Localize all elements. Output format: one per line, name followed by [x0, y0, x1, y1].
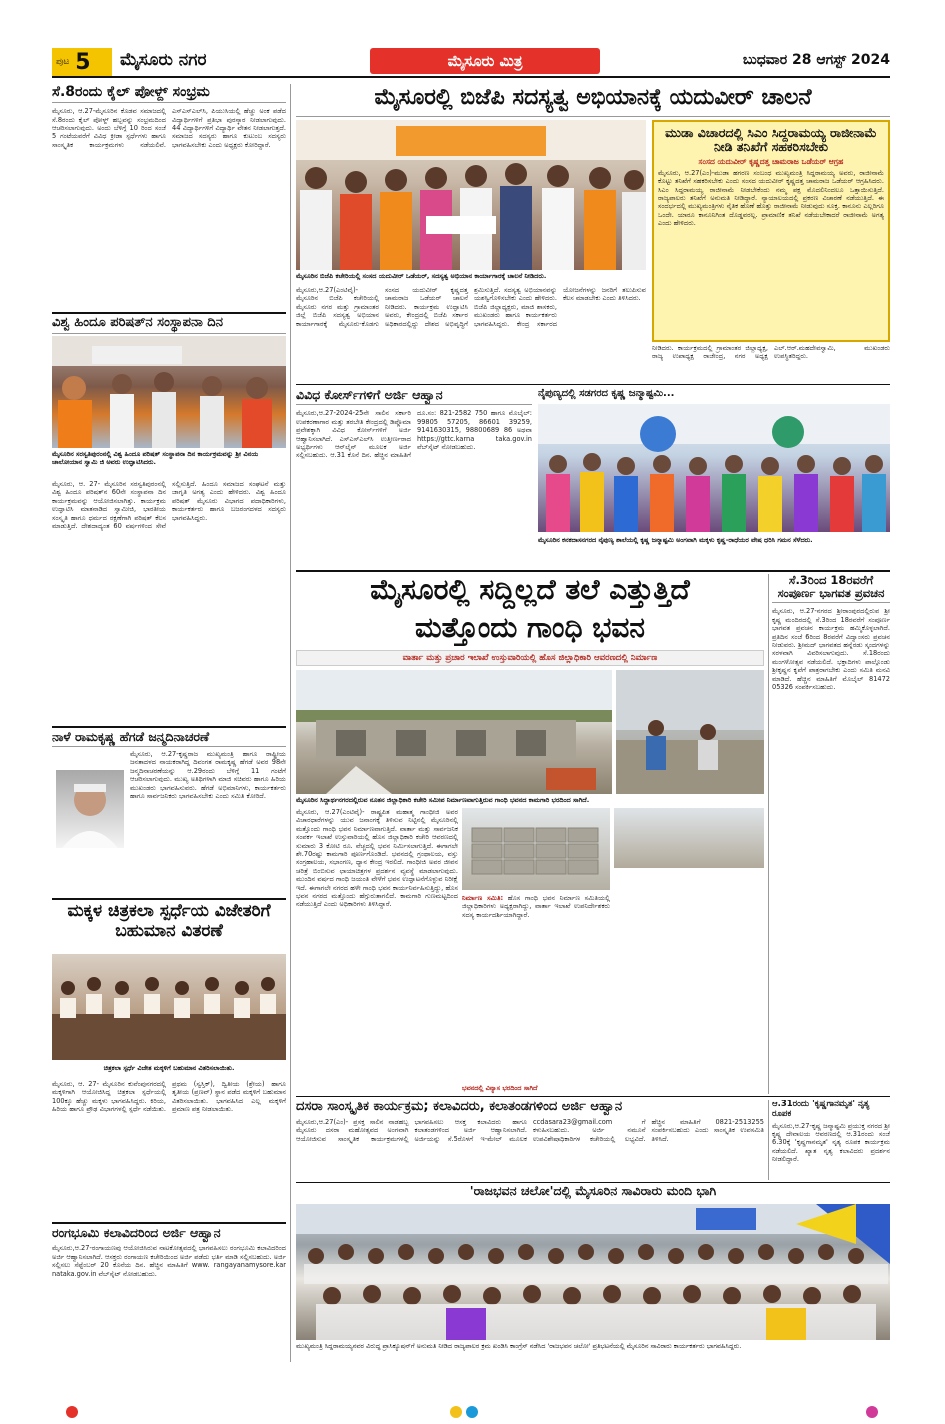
column-rule: [290, 84, 291, 1362]
headline: ಸೆ.8ರಂದು ಕೈಲ್ ಪೋಳ್ದ್ ಸಂಭ್ರಮ: [52, 84, 286, 103]
gandhi-caption2: ಭವನದಲ್ಲಿ ವಿನ್ಯಾಸ ಭರದಿಂದ ಸಾಗಿದೆ: [462, 1084, 538, 1092]
muda-headline: ಮುಡಾ ವಿಚಾರದಲ್ಲಿ ಸಿಎಂ ಸಿದ್ದರಾಮಯ್ಯ ರಾಜೀನಾಮೆ ನೀಡಿ ತನಿಖೆಗೆ ಸಹಕರಿಸಬೇಕು: [665, 125, 877, 155]
story-hegde: [52, 726, 286, 894]
headline: ಆ.31ರಂದು 'ಕೃಷ್ಣಗಾನಮೃತ' ನೃತ್ಯ ರೂಪಕ: [772, 1100, 870, 1119]
children-costumes: [538, 404, 890, 532]
photo-caption: ಮೈಸೂರಿನ ಸರಸ್ವತಿಪುರಂನಲ್ಲಿ ವಿಶ್ವ ಹಿಂದೂ ಪರಿಷತ್ ಸಂಸ್ಥಾಪನಾ ದಿನ ಕಾರ್ಯಕ್ರಮವನ್ನು ಶ್ರೀ ವಿನಯ ಚಾಲೋಯಾನ ಸ್ವಾಮಿ ಜಿ ಅವರು ಉದ್ಘಾಟಿಸಿದರು.: [52, 450, 259, 466]
section-rule: [296, 1182, 890, 1183]
photo-caption: ಮೈಸೂರಿನ ಕನಕದಾಸನಗರದ ನೈಪುಣ್ಯ ಶಾಲೆಯಲ್ಲಿ ಕೃಷ್ಣ ಜನ್ಮಾಷ್ಟಮಿ ಅಂಗವಾಗಿ ಮಕ್ಕಳು ಕೃಷ್ಣ-ರಾಧೆಯರ ವೇಷ ಧರಿಸಿ ಗಮನ ಸೆಳೆದರು.: [538, 536, 813, 544]
bjp-event-photo: [296, 120, 646, 270]
block-wall-photo: [462, 808, 610, 890]
gandhi-headline-1: ಮೈಸೂರಲ್ಲಿ ಸದ್ದಿಲ್ಲದೆ ತಲೆ ಎತ್ತುತ್ತಿದೆ: [370, 574, 690, 606]
story-courses: [296, 388, 532, 568]
section-rule: [296, 384, 890, 385]
gandhi-body-col1: [296, 808, 458, 1092]
gandhi-note: [462, 894, 610, 1082]
drawing-contest-photo: [52, 954, 286, 1060]
krishna-photo: [538, 404, 890, 532]
column-rule: [768, 574, 769, 1094]
article-body: ಮೈಸೂರು,ಆ.27-ಕೃಷ್ಣ ಜನ್ಮಾಷ್ಟಮಿ ಪ್ರಯುಕ್ತ ನಗರದ ಶ್ರೀ ಕೃಷ್ಣ ದೇವಾಲಯ ಆವರಣದಲ್ಲಿ ಆ.31ರಂದು ಸಂಜೆ 6.30ಕ್ಕೆ 'ಕೃಷ್ಣಗಾನಮೃತ' ನೃತ್ಯ ರೂಪಕ ಕಾರ್ಯಕ್ರಮ ನಡೆಯಲಿದೆ. ಖ್ಯಾತ ನೃತ್ಯ ಕಲಾವಿದರು ಪ್ರದರ್ಶನ ನೀಡಲಿದ್ದಾರೆ.: [772, 1121, 890, 1164]
rajbhavan-photo: [296, 1204, 890, 1340]
lead-rule: [296, 116, 890, 117]
story-bhagavata: [772, 574, 890, 1094]
hegde-portrait: [56, 770, 124, 848]
block-wall: [462, 808, 610, 890]
headline: ರಂಗಭೂಮಿ ಕಲಾವಿದರಿಂದ ಅರ್ಜಿ ಆಹ್ವಾನ: [52, 1222, 286, 1240]
photo-caption: ಚಿತ್ರಕಲಾ ಸ್ಪರ್ಧೆ ವಿಜೇತ ಮಕ್ಕಳಿಗೆ ಬಹುಮಾನ ವಿತರಿಸಲಾಯಿತು.: [103, 1064, 235, 1072]
gandhi-headline-2: ಮತ್ತೊಂದು ಗಾಂಧಿ ಭವನ: [415, 612, 645, 644]
muda-subhead: ಸಂಸದ ಯದುವೀರ್ ಕೃಷ್ಣದತ್ತ ಚಾಮರಾಜ ಒಡೆಯರ್ ಆಗ್ರಹ: [698, 156, 844, 166]
drawing-article-body: ಮೈಸೂರು, ಆ. 27- ಮೈಸೂರಿನ ಕುವೆಂಪುನಗರದಲ್ಲಿ ಮಕ್ಕಳಿಗಾಗಿ ಆಯೋಜಿಸಿದ್ದ ಚಿತ್ರಕಲಾ ಸ್ಪರ್ಧೆಯಲ್ಲಿ 100ಕ್ಕೂ ಹೆಚ್ಚು ಮಕ್ಕಳು ಭಾಗವಹಿಸಿದ್ದರು. ಕಿರಿಯ, ಹಿರಿಯ ಹಾಗೂ ಪ್ರೌಢ ವಿಭಾಗಗಳಲ್ಲಿ ಸ್ಪರ್ಧೆ ನಡೆಯಿತು. ಪ್ರಥಮ (ಸ್ವಸ್ತಿಕ್), ದ್ವಿತೀಯ (ಶ್ರೇಯ) ಹಾಗೂ ತೃತೀಯ (ಪ್ರಣವ್) ಸ್ಥಾನ ಪಡೆದ ಮಕ್ಕಳಿಗೆ ಬಹುಮಾನ ವಿತರಿಸಲಾಯಿತು. ಭಾಗವಹಿಸಿದ ಎಲ್ಲ ಮಕ್ಕಳಿಗೆ ಪ್ರಮಾಣ ಪತ್ರ ನೀಡಲಾಯಿತು.: [52, 1080, 286, 1114]
workers-photo: [616, 670, 764, 794]
article-body: ಮೈಸೂರು, ಆ.27-ಮೈಸೂರಿನ ಕೊಡವ ಸಮಾಜದಲ್ಲಿ ಸೆ.8ರಂದು ಕೈಲ್ ಪೋಳ್ದ್ ಹಬ್ಬವನ್ನು ಸಂಭ್ರಮದಿಂದ ಆಚರಿಸಲಾಗುವುದು. ಅಂದು ಬೆಳಿಗ್ಗೆ 10 ರಿಂದ ಸಂಜೆ 5 ಗಂಟೆಯವರೆಗೆ ವಿವಿಧ ಕ್ರೀಡಾ ಸ್ಪರ್ಧೆಗಳು ಹಾಗೂ ಸಾಂಸ್ಕೃತಿಕ ಕಾರ್ಯಕ್ರಮಗಳು ನಡೆಯಲಿವೆ. ಎಸ್ಎಸ್ಎಲ್‌ಸಿ, ಪಿಯುಸಿಯಲ್ಲಿ ಹೆಚ್ಚು ಅಂಕ ಪಡೆದ ವಿದ್ಯಾರ್ಥಿಗಳಿಗೆ ಪ್ರತಿಭಾ ಪುರಸ್ಕಾರ ನೀಡಲಾಗುವುದು. 44 ವಿದ್ಯಾರ್ಥಿಗಳಿಗೆ ವಿದ್ಯಾರ್ಥಿ ವೇತನ ನೀಡಲಾಗುತ್ತದೆ. ಸಮಾಜದ ಸದಸ್ಯರು ಹಾಗೂ ಕುಟುಂಬ ಸದಸ್ಯರು ಭಾಗವಹಿಸಬೇಕು ಎಂದು ಅಧ್ಯಕ್ಷರು ಕೋರಿದ್ದಾರೆ.: [52, 107, 286, 149]
page-label: ಪುಟ: [56, 57, 70, 67]
story-dasara: [296, 1100, 764, 1180]
gandhi-side-photo: [614, 808, 764, 868]
section-rule: [296, 1096, 890, 1097]
rajbhavan-caption: ಮುಖ್ಯಮಂತ್ರಿ ಸಿದ್ದರಾಮಯ್ಯನವರ ವಿರುದ್ಧ ಪ್ರಾಸಿಕ್ಯೂಷನ್‌ಗೆ ಅನುಮತಿ ನೀಡಿದ ರಾಜ್ಯಪಾಲರ ಕ್ರಮ ಖಂಡಿಸಿ ಕಾಂಗ್ರೆಸ್ ನಡೆಸಿದ 'ರಾಜಭವನ ಚಲೋ' ಪ್ರತಿಭಟನೆಯಲ್ಲಿ ಮೈಸೂರಿನ ಸಾವಿರಾರು ಕಾರ್ಯಕರ್ತರು ಭಾಗವಹಿಸಿದ್ದರು.: [296, 1342, 742, 1350]
gandhi-photo-caption: ಮೈಸೂರಿನ ಸಿದ್ದಾರ್ಥನಗರದಲ್ಲಿರುವ ನೂತನ ಜಿಲ್ಲಾಧಿಕಾರಿ ಕಚೇರಿ ಸಮೀಪ ನಿರ್ಮಾಣವಾಗುತ್ತಿರುವ ಗಾಂಧಿ ಭವನದ ಕಾಮಗಾರಿ ಭರದಿಂದ ಸಾಗಿದೆ.: [296, 796, 590, 804]
gandhi-side-col: [614, 808, 764, 1092]
section-title: ಮೈಸೂರು ನಗರ: [120, 50, 207, 70]
story-krishna: [538, 388, 890, 568]
story-vhp: [52, 312, 286, 478]
gandhi-note-label: ನಿರ್ಮಾಣ ಸಮಿತಿ:: [462, 894, 504, 902]
newspaper-logo: ಮೈಸೂರು ಮಿತ್ರ: [370, 48, 600, 74]
article-body: ಮೈಸೂರು,ಆ.27-2024-25ನೇ ಸಾಲಿನ ಸರ್ಕಾರಿ ಉಪಕರಣಾಗಾರ ಮತ್ತು ತರಬೇತಿ ಕೇಂದ್ರದಲ್ಲಿ ಡಿಪ್ಲೊಮಾ ಪ್ರವೇಶಕ್ಕಾಗಿ ವಿವಿಧ ಕೋರ್ಸ್‌ಗಳಿಗೆ ಅರ್ಜಿ ಆಹ್ವಾನಿಸಲಾಗಿದೆ. ಎಸ್ಎಸ್ಎಲ್‌ಸಿ ಉತ್ತೀರ್ಣರಾದ ಅಭ್ಯರ್ಥಿಗಳು ಆನ್‌ಲೈನ್ ಮೂಲಕ ಅರ್ಜಿ ಸಲ್ಲಿಸಬಹುದು. ಆ.31 ಕೊನೆ ದಿನ. ಹೆಚ್ಚಿನ ಮಾಹಿತಿಗೆ ದೂ.ಸಂ: 821-2582 750 ಹಾಗೂ ಮೊಬೈಲ್: 99805 57205, 86601 39259, 9141630315, 98800689 86 ಅಥವಾ https://gttc.karna taka.gov.in ವೆಬ್‌ಸೈಟ್ ನೋಡಬಹುದು.: [296, 409, 532, 460]
construction-site: [296, 670, 612, 794]
registration-mark-cyan: [466, 1406, 478, 1418]
portrait-figure: [56, 770, 124, 848]
lead-article-body: ಮೈಸೂರು,ಆ.27(ಎಂಟಿವೈ)-ಮೈಸೂರಿನ ಬಿಜೆಪಿ ಕಚೇರಿಯಲ್ಲಿ ಮೈಸೂರು ನಗರ ಮತ್ತು ಗ್ರಾಮಾಂತರ ಜಿಲ್ಲೆ ಬಿಜೆಪಿ ಸದಸ್ಯತ್ವ ಅಭಿಯಾನ ಕಾರ್ಯಾಗಾರಕ್ಕೆ ಮೈಸೂರು-ಕೊಡಗು ಸಂಸದ ಯದುವೀರ್ ಕೃಷ್ಣದತ್ತ ಚಾಮರಾಜ ಒಡೆಯರ್ ಚಾಲನೆ ನೀಡಿದರು. ಕಾರ್ಯಕ್ರಮ ಉದ್ಘಾಟಿಸಿ ಅವರು, ಕೇಂದ್ರದಲ್ಲಿ ಬಿಜೆಪಿ ಸರ್ಕಾರ ಅಧಿಕಾರದಲ್ಲಿದ್ದು ದೇಶದ ಅಭಿವೃದ್ಧಿಗೆ ಶ್ರಮಿಸುತ್ತಿದೆ. ಸದಸ್ಯತ್ವ ಅಭಿಯಾನವನ್ನು ಯಶಸ್ವಿಗೊಳಿಸಬೇಕು ಎಂದು ಹೇಳಿದರು. ಬಿಜೆಪಿ ಜಿಲ್ಲಾಧ್ಯಕ್ಷರು, ಮಾಜಿ ಶಾಸಕರು, ಮುಖಂಡರು ಹಾಗೂ ಕಾರ್ಯಕರ್ತರು ಭಾಗವಹಿಸಿದ್ದರು. ಕೇಂದ್ರ ಸರ್ಕಾರದ ಯೋಜನೆಗಳನ್ನು ಜನರಿಗೆ ತಲುಪಿಸುವ ಕೆಲಸ ಮಾಡಬೇಕು ಎಂದು ತಿಳಿಸಿದರು.: [296, 286, 646, 328]
vhp-photo-figures: [52, 336, 286, 448]
story-rangayana: [52, 1222, 286, 1362]
masthead: [52, 46, 890, 78]
registration-mark-yellow: [450, 1406, 462, 1418]
headline: ಸೆ.3ರಿಂದ 18ರವರೆಗೆ ಸಂಪೂರ್ಣ ಭಾಗವತ ಪ್ರವಚನ: [772, 574, 890, 603]
headline: ನಾಳೆ ರಾಮಕೃಷ್ಣ ಹೆಗಡೆ ಜನ್ಮದಿನಾಚರಣೆ: [52, 726, 286, 747]
gandhi-note-text: ಹೊಸ ಗಾಂಧಿ ಭವನ ನಿರ್ಮಾಣ ಸಮಿತಿಯಲ್ಲಿ ಜಿಲ್ಲಾಧಿಕಾರಿಗಳು ಅಧ್ಯಕ್ಷರಾಗಿದ್ದು, ವಾರ್ತಾ ಇಲಾಖೆ ಉಪನಿರ್ದೇಶಕರು ಸದಸ್ಯ ಕಾರ್ಯದರ್ಶಿಯಾಗಿದ್ದಾರೆ.: [462, 894, 610, 919]
gandhi-body: ಮೈಸೂರು, ಆ.27(ಎಂಟಿವೈ)- ರಾಷ್ಟ್ರಪಿತ ಮಹಾತ್ಮ ಗಾಂಧೀಜಿ ಅವರ ವಿಚಾರಧಾರೆಗಳನ್ನು ಯುವ ಜನಾಂಗಕ್ಕೆ ತಿಳಿಸುವ ನಿಟ್ಟಿನಲ್ಲಿ ಮೈಸೂರಿನಲ್ಲಿ ಮತ್ತೊಂದು ಗಾಂಧಿ ಭವನ ನಿರ್ಮಾಣವಾಗುತ್ತಿದೆ. ವಾರ್ತಾ ಮತ್ತು ಸಾರ್ವಜನಿಕ ಸಂಪರ್ಕ ಇಲಾಖೆ ಉಸ್ತುವಾರಿಯಲ್ಲಿ ಹೊಸ ಜಿಲ್ಲಾಧಿಕಾರಿ ಕಚೇರಿ ಆವರಣದಲ್ಲಿ ಸುಮಾರು 3 ಕೋಟಿ ರೂ. ವೆಚ್ಚದಲ್ಲಿ ಭವನ ನಿರ್ಮಿಸಲಾಗುತ್ತಿದೆ. ಈಗಾಗಲೇ ಶೇ.70ರಷ್ಟು ಕಾಮಗಾರಿ ಪೂರ್ಣಗೊಂಡಿದೆ. ಭವನದಲ್ಲಿ ಗ್ರಂಥಾಲಯ, ವಸ್ತು ಸಂಗ್ರಹಾಲಯ, ಸಭಾಂಗಣ, ಧ್ಯಾನ ಕೇಂದ್ರ ಇರಲಿದೆ. ಗಾಂಧೀಜಿ ಅವರ ಜೀವನ ಚರಿತ್ರೆ ಬಿಂಬಿಸುವ ಛಾಯಾಚಿತ್ರಗಳ ಪ್ರದರ್ಶನ ವ್ಯವಸ್ಥೆ ಮಾಡಲಾಗುವುದು. ಮುಂದಿನ ವರ್ಷದ ಗಾಂಧಿ ಜಯಂತಿ ವೇಳೆಗೆ ಭವನ ಉದ್ಘಾಟನೆಗೊಳ್ಳುವ ನಿರೀಕ್ಷೆ ಇದೆ. ಈಗಾಗಲೇ ನಗರದ ಹಳೇ ಗಾಂಧಿ ಭವನ ಕಾರ್ಯನಿರ್ವಹಿಸುತ್ತಿದ್ದು, ಹೊಸ ಭವನ ನಗರದ ಮತ್ತೊಂದು ಹೆಗ್ಗುರುತಾಗಲಿದೆ. ಕಾಮಗಾರಿ ಗುಣಮಟ್ಟದಿಂದ ನಡೆಯುತ್ತಿದೆ ಎಂದು ಅಧಿಕಾರಿಗಳು ತಿಳಿಸಿದ್ದಾರೆ.: [296, 808, 458, 909]
headline: ವಿವಿಧ ಕೋರ್ಸ್‌ಗಳಿಗೆ ಅರ್ಜಿ ಆಹ್ವಾನ: [296, 388, 532, 405]
vhp-event-photo: [52, 336, 286, 448]
section-rule: [296, 570, 890, 572]
gandhi-bhavan-photo: [296, 670, 612, 794]
story-kail-podh: [52, 84, 286, 310]
vhp-article-body: ಮೈಸೂರು, ಆ. 27- ಮೈಸೂರಿನ ಸರಸ್ವತಿಪುರಂನಲ್ಲಿ ವಿಶ್ವ ಹಿಂದೂ ಪರಿಷತ್‌ನ 60ನೇ ಸಂಸ್ಥಾಪನಾ ದಿನ ಕಾರ್ಯಕ್ರಮವನ್ನು ಆಯೋಜಿಸಲಾಗಿತ್ತು. ಕಾರ್ಯಕ್ರಮ ಉದ್ಘಾಟಿಸಿ ಮಾತನಾಡಿದ ಸ್ವಾಮೀಜಿ, ಭಾರತೀಯ ಸಂಸ್ಕೃತಿ ಹಾಗೂ ಧರ್ಮದ ರಕ್ಷಣೆಗಾಗಿ ಪರಿಷತ್ ಕೆಲಸ ಮಾಡುತ್ತಿದೆ. ದೇಶದಾದ್ಯಂತ 60 ವರ್ಷಗಳಿಂದ ಸೇವೆ ಸಲ್ಲಿಸುತ್ತಿದೆ. ಹಿಂದೂ ಸಮಾಜದ ಸಂಘಟನೆ ಮತ್ತು ಜಾಗೃತಿ ಅಗತ್ಯ ಎಂದು ಹೇಳಿದರು. ವಿಶ್ವ ಹಿಂದೂ ಪರಿಷತ್ ಮೈಸೂರು ವಿಭಾಗದ ಪದಾಧಿಕಾರಿಗಳು, ಕಾರ್ಯಕರ್ತರು ಹಾಗೂ ಬಜರಂಗದಳದ ಸದಸ್ಯರು ಭಾಗವಹಿಸಿದ್ದರು.: [52, 480, 286, 531]
story-krishnagana: [772, 1100, 890, 1180]
article-body: ಮೈಸೂರು,ಆ.27(ಎಂ)- ಪ್ರಸಕ್ತ ಸಾಲಿನ ನಾಡಹಬ್ಬ ಮೈಸೂರು ದಸರಾ ಮಹೋತ್ಸವದ ಅಂಗವಾಗಿ ಆಯೋಜಿಸುವ ಸಾಂಸ್ಕೃತಿಕ ಕಾರ್ಯಕ್ರಮಗಳಲ್ಲಿ ಭಾಗವಹಿಸಲು ಆಸಕ್ತ ಕಲಾವಿದರು ಹಾಗೂ ಕಲಾತಂಡಗಳಿಂದ ಅರ್ಜಿ ಆಹ್ವಾನಿಸಲಾಗಿದೆ. ಅರ್ಜಿಯನ್ನು ಸೆ.5ರೊಳಗೆ ಇ-ಮೇಲ್ ಮೂಲಕ ccdasara23@gmail.com ಗೆ ಕಳುಹಿಸಬಹುದು. ಅರ್ಜಿ ನಮೂನೆ ಉಪವಿಶೇಷಾಧಿಕಾರಿಗಳ ಕಚೇರಿಯಲ್ಲಿ ಲಭ್ಯವಿದೆ. ಹೆಚ್ಚಿನ ಮಾಹಿತಿಗೆ 0821-2513255 ಸಂಪರ್ಕಿಸಬಹುದು ಎಂದು ಸಾಂಸ್ಕೃತಿಕ ಉಪಸಮಿತಿ ತಿಳಿಸಿದೆ.: [296, 1117, 764, 1143]
lead-headline: ಮೈಸೂರಲ್ಲಿ ಬಿಜೆಪಿ ಸದಸ್ಯತ್ವ ಅಭಿಯಾನಕ್ಕೆ ಯದುವೀರ್ ಚಾಲನೆ: [374, 85, 812, 110]
muda-body: ಮೈಸೂರು, ಆ.27(ಎಂ)-ಮುಡಾ ಹಗರಣ ಸಂಬಂಧ ಮುಖ್ಯಮಂತ್ರಿ ಸಿದ್ದರಾಮಯ್ಯ ಅವರು, ರಾಜೀನಾಮೆ ಕೊಟ್ಟು ತನಿಖೆಗೆ ಸಹಕರಿಸಬೇಕು ಎಂದು ಸಂಸದ ಯದುವೀರ್ ಕೃಷ್ಣದತ್ತ ಚಾಮರಾಜ ಒಡೆಯರ್ ಆಗ್ರಹಿಸಿದರು. ಸಿಎಂ ಸಿದ್ದರಾಮಯ್ಯ ರಾಜೀನಾಮೆ ನೀಡಬೇಕೆಂದು ನಮ್ಮ ಪಕ್ಷ ಮೊದಲಿನಿಂದಲೂ ಒತ್ತಾಯಿಸುತ್ತಿದೆ. ರಾಜ್ಯಪಾಲರು ತನಿಖೆಗೆ ಅನುಮತಿ ನೀಡಿದ್ದಾರೆ. ನ್ಯಾಯಾಲಯದಲ್ಲಿ ಪ್ರಕರಣ ವಿಚಾರಣೆ ನಡೆಯುತ್ತಿದೆ. ಈ ಸಂದರ್ಭದಲ್ಲಿ ಮುಖ್ಯಮಂತ್ರಿಗಳು ನೈತಿಕ ಹೊಣೆ ಹೊತ್ತು ರಾಜೀನಾಮೆ ನೀಡುವುದು ಸೂಕ್ತ. ಕಾನೂನು ಎಲ್ಲರಿಗೂ ಒಂದೇ. ಯಾರೂ ಕಾನೂನಿಗಿಂತ ದೊಡ್ಡವರಲ್ಲ. ಪ್ರಾಮಾಣಿಕ ತನಿಖೆ ನಡೆಯಬೇಕಾದರೆ ರಾಜೀನಾಮೆ ಅಗತ್ಯ ಎಂದು ಹೇಳಿದರು.: [658, 168, 884, 228]
protest-crowd: [296, 1204, 890, 1340]
story-drawing-contest: [52, 898, 286, 1078]
headline: ಮಕ್ಕಳ ಚಿತ್ರಕಲಾ ಸ್ಪರ್ಧೆಯ ವಿಜೇತರಿಗೆ ಬಹುಮಾನ ವಿತರಣೆ: [52, 898, 286, 941]
article-body: ಮೈಸೂರು, ಆ.27-ನಗರದ ಶ್ರೀರಾಂಪುರದಲ್ಲಿರುವ ಶ್ರೀ ಕೃಷ್ಣ ಮಂದಿರದಲ್ಲಿ ಸೆ.3ರಿಂದ 18ರವರೆಗೆ ಸಂಪೂರ್ಣ ಭಾಗವತ ಪ್ರವಚನ ಕಾರ್ಯಕ್ರಮ ಹಮ್ಮಿಕೊಳ್ಳಲಾಗಿದೆ. ಪ್ರತಿದಿನ ಸಂಜೆ 6ರಿಂದ 8ರವರೆಗೆ ವಿದ್ವಾಂಸರು ಪ್ರವಚನ ನೀಡುವರು. ಶ್ರೀಮದ್ ಭಾಗವತದ ಹನ್ನೆರಡು ಸ್ಕಂದಗಳನ್ನು ಸರಳವಾಗಿ ವಿವರಿಸಲಾಗುವುದು. ಸೆ.18ರಂದು ಮಂಗಳೋತ್ಸವ ನಡೆಯಲಿದೆ. ಭಕ್ತಾದಿಗಳು ಪಾಲ್ಗೊಂಡು ಶ್ರೀಕೃಷ್ಣನ ಕೃಪೆಗೆ ಪಾತ್ರರಾಗಬೇಕು ಎಂದು ಸಮಿತಿ ಮನವಿ ಮಾಡಿದೆ. ಹೆಚ್ಚಿನ ಮಾಹಿತಿಗೆ ಮೊಬೈಲ್ 81472 05326 ಸಂಪರ್ಕಿಸಬಹುದು.: [772, 607, 890, 692]
headline: ವಿಶ್ವ ಹಿಂದೂ ಪರಿಷತ್‌ನ ಸಂಸ್ಥಾಪನಾ ದಿನ: [52, 312, 286, 334]
registration-mark-red: [66, 1406, 78, 1418]
page-number-box: [52, 48, 112, 76]
registration-mark-magenta: [866, 1406, 878, 1418]
headline: ದಸರಾ ಸಾಂಸ್ಕೃತಿಕ ಕಾರ್ಯಕ್ರಮ; ಕಲಾವಿದರು, ಕಲಾತಂಡಗಳಿಂದ ಅರ್ಜಿ ಆಹ್ವಾನ: [296, 1100, 623, 1114]
page-number: 5: [75, 49, 91, 75]
issue-date: ಬುಧವಾರ 28 ಆಗಸ್ಟ್ 2024: [742, 52, 890, 68]
workers-figures: [616, 670, 764, 794]
muda-tail: ನೀಡಿದರು. ಕಾರ್ಯಕ್ರಮದಲ್ಲಿ ಗ್ರಾಮಾಂತರ ಜಿಲ್ಲಾಧ್ಯಕ್ಷ, ರಾಜ್ಯ ಉಪಾಧ್ಯಕ್ಷ ರಾಜೇಂದ್ರ, ನಗರ ಅಧ್ಯಕ್ಷ ಎಲ್.ಆರ್.ಮಹದೇವಸ್ವಾಮಿ, ಮುಖಂಡರು ಉಪಸ್ಥಿತರಿದ್ದರು.: [652, 344, 890, 361]
article-body: ಮೈಸೂರು,ಆ.27-ರಂಗಾಯಣವು ಆಯೋಜಿಸಿರುವ ನಾಟಕೋತ್ಸವದಲ್ಲಿ ಭಾಗವಹಿಸಲು ರಂಗಭೂಮಿ ಕಲಾವಿದರಿಂದ ಅರ್ಜಿ ಆಹ್ವಾನಿಸಲಾಗಿದೆ. ಆಸಕ್ತರು ರಂಗಾಯಣ ಕಚೇರಿಯಿಂದ ಅರ್ಜಿ ಪಡೆದು ಭರ್ತಿ ಮಾಡಿ ಸಲ್ಲಿಸಬಹುದು. ಅರ್ಜಿ ಸಲ್ಲಿಸಲು ಸೆಪ್ಟೆಂಬರ್ 20 ಕೊನೆಯ ದಿನ. ಹೆಚ್ಚಿನ ಮಾಹಿತಿಗೆ www. rangayanamysore.kar nataka.gov.in ವೆಬ್‌ಸೈಟ್ ನೋಡಬಹುದು.: [52, 1244, 286, 1278]
bjp-photo-figures: [296, 120, 646, 270]
muda-box: [652, 120, 890, 342]
article-body: ಮೈಸೂರು, ಆ.27-ಕೃಷ್ಣರಾಜ ಮುಖ್ಯಮಂತ್ರಿ ಹಾಗೂ ರಾಷ್ಟ್ರೀಯ ಜನತಾದಳದ ನಾಯಕರಾಗಿದ್ದ ದಿವಂಗತ ರಾಮಕೃಷ್ಣ ಹೆಗಡೆ ಅವರ 98ನೇ ಜನ್ಮದಿನಾಚರಣೆಯನ್ನು ಆ.29ರಂದು ಬೆಳಿಗ್ಗೆ 11 ಗಂಟೆಗೆ ಆಚರಿಸಲಾಗುವುದು. ಮುಖ್ಯ ಅತಿಥಿಗಳಾಗಿ ಮಾಜಿ ಸಚಿವರು ಹಾಗೂ ಹಿರಿಯ ಮುಖಂಡರು ಭಾಗವಹಿಸುವರು. ಹೆಗಡೆ ಅಭಿಮಾನಿಗಳು, ಕಾರ್ಯಕರ್ತರು ಹಾಗೂ ಸಾರ್ವಜನಿಕರು ಭಾಗವಹಿಸಬೇಕು ಎಂದು ಸಮಿತಿ ಕೋರಿದೆ.: [130, 750, 286, 801]
rajbhavan-headline: 'ರಾಜಭವನ ಚಲೋ'ದಲ್ಲಿ ಮೈಸೂರಿನ ಸಾವಿರಾರು ಮಂದಿ ಭಾಗಿ: [469, 1184, 717, 1198]
lead-photo-caption: ಮೈಸೂರಿನ ಬಿಜೆಪಿ ಕಚೇರಿಯಲ್ಲಿ ಸಂಸದ ಯದುವೀರ್ ಒಡೆಯರ್, ಸದಸ್ಯತ್ವ ಅಭಿಯಾನ ಕಾರ್ಯಾಗಾರಕ್ಕೆ ಚಾಲನೆ ನೀಡಿದರು.: [296, 272, 547, 280]
children-group: [52, 954, 286, 1060]
headline: ನೈಪುಣ್ಯದಲ್ಲಿ ಸಡಗರದ ಕೃಷ್ಣ ಜನ್ಮಾಷ್ಟಮಿ...: [538, 388, 675, 399]
column-rule: [768, 1100, 769, 1180]
gandhi-strap: ವಾರ್ತಾ ಮತ್ತು ಪ್ರಚಾರ ಇಲಾಖೆ ಉಸ್ತುವಾರಿಯಲ್ಲಿ ಹೊಸ ಜಿಲ್ಲಾಧಿಕಾರಿ ಆವರಣದಲ್ಲಿ ನಿರ್ಮಾಣ: [296, 650, 764, 666]
